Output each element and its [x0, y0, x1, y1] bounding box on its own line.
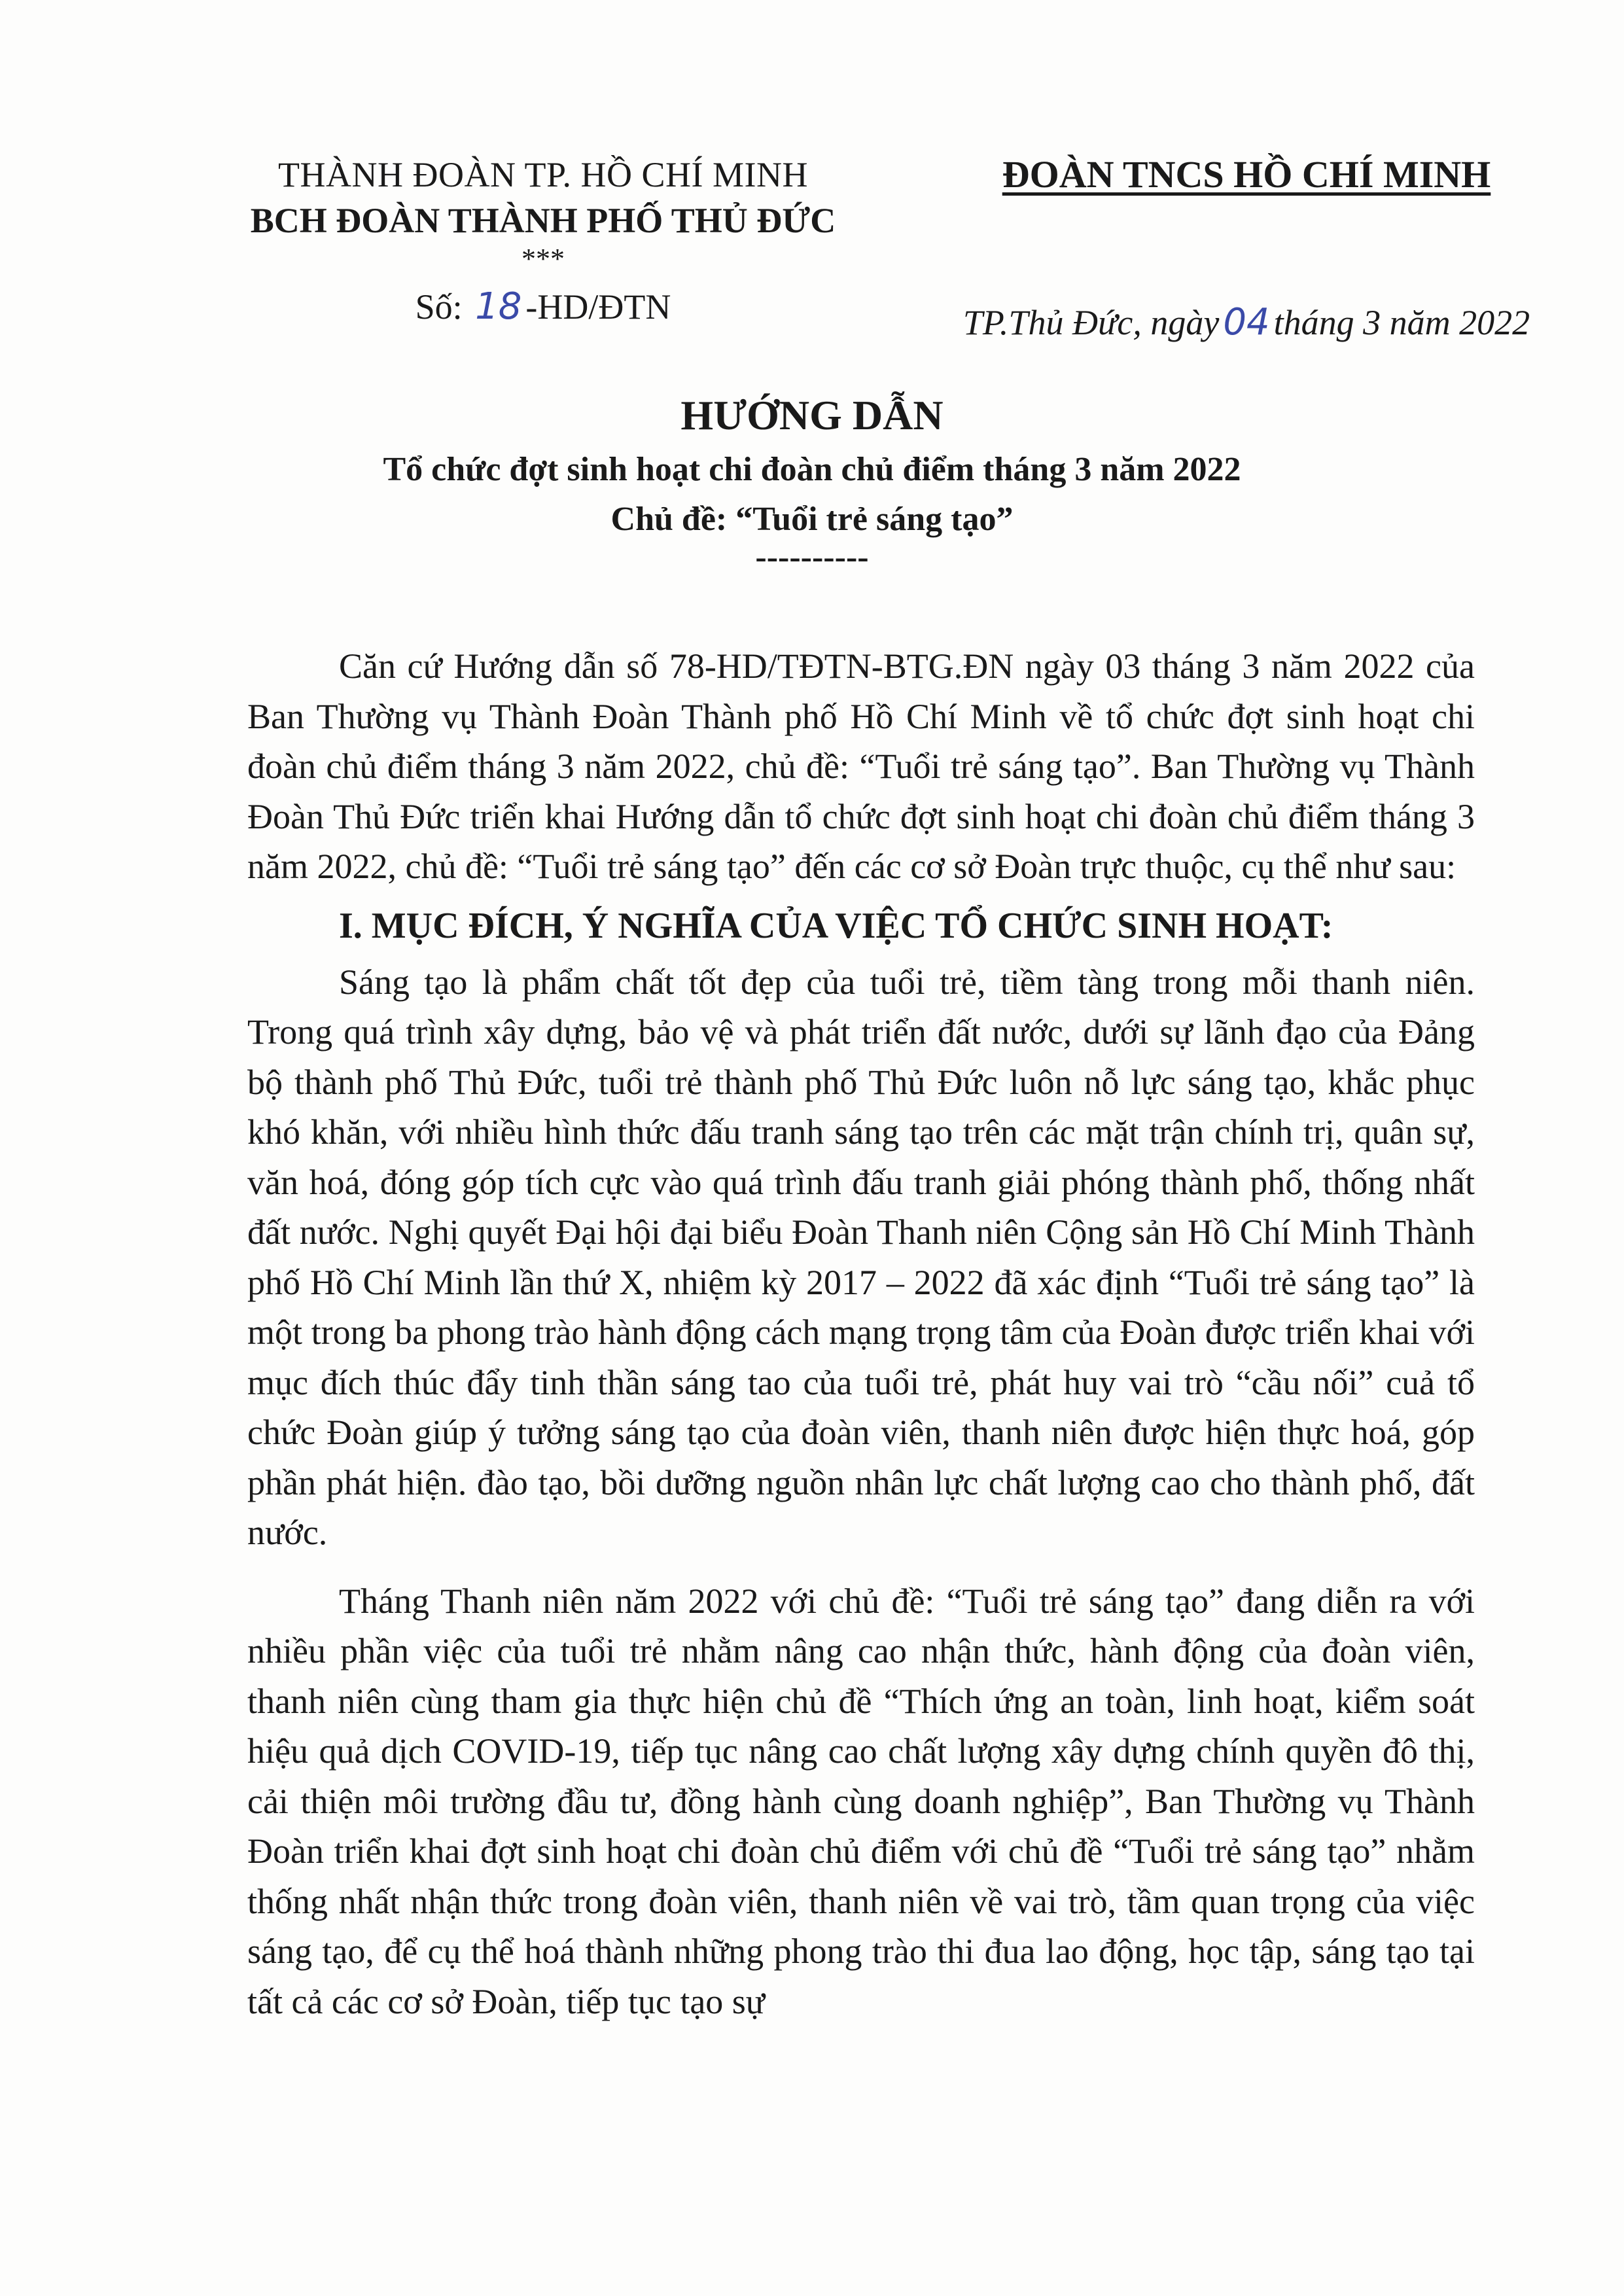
- intro-paragraph: Căn cứ Hướng dẫn số 78-HD/TĐTN-BTG.ĐN ngày 03 tháng 3 năm 2022 của Ban Thường vụ Thành Đoàn Thành phố Hồ Chí Minh về tổ chức đợt sinh hoạt chi đoàn chủ điểm tháng 3 năm 2022, chủ đề: “Tuổi trẻ sáng tạo”. Ban Thường vụ Thành Đoàn Thủ Đức triển khai Hướng dẫn tổ chức đợt sinh hoạt chi đoàn chủ điểm tháng 3 năm 2022, chủ đề: “Tuổi trẻ sáng tạo” đến các cơ sở Đoàn trực thuộc, cụ thể như sau:: [247, 646, 1475, 886]
- section-1-paragraph-2: Tháng Thanh niên năm 2022 với chủ đề: “Tuổi trẻ sáng tạo” đang diễn ra với nhiều phần việc của tuổi trẻ nhằm nâng cao nhận thức, hành động của đoàn viên, thanh niên cùng tham gia thực hiện chủ đề “Thích ứng an toàn, linh hoạt, kiểm soát hiệu quả dịch COVID-19, tiếp tục nâng cao chất lượng xây dựng chính quyền đô thị, cải thiện môi trường đầu tư, đồng hành cùng doanh nghiệp”, Ban Thường vụ Thành Đoàn triển khai đợt sinh hoạt chi đoàn chủ điểm với chủ đề “Tuổi trẻ sáng tạo” nhằm thống nhất nhận thức trong đoàn viên, thanh niên về vai trò, tầm quan trọng của việc sáng tạo, để cụ thể hoá thành những phong trào thi đua lao động, học tập, sáng tạo tại tất cả các cơ sở Đoàn, tiếp tục tạo sự: [247, 1581, 1475, 2021]
- date-day-handwritten: 04: [1223, 301, 1270, 344]
- document-theme: Chủ đề: “Tuổi trẻ sáng tạo”: [610, 501, 1014, 538]
- document-number-handwritten: 18: [475, 285, 522, 328]
- document-number: [216, 284, 870, 330]
- document-body: [247, 641, 1475, 2026]
- title-divider: ----------: [755, 539, 869, 576]
- section-1-heading: I. MỤC ĐÍCH, Ý NGHĨA CỦA VIỆC TỔ CHỨC SINH HOẠT:: [339, 905, 1333, 946]
- document-number-suffix: -HD/ĐTN: [525, 287, 671, 327]
- union-name: ĐOÀN TNCS HỒ CHÍ MINH: [1002, 153, 1491, 196]
- motto-block: [962, 152, 1531, 345]
- issuing-organization-block: [216, 152, 870, 330]
- document-title: HƯỚNG DẪN: [680, 392, 944, 438]
- date-suffix: tháng 3 năm 2022: [1273, 303, 1530, 342]
- document-title-block: [131, 386, 1493, 576]
- separator-stars: ***: [521, 243, 565, 275]
- document-number-prefix: Số:: [415, 287, 463, 327]
- document-subtitle: Tổ chức đợt sinh hoạt chi đoàn chủ điểm tháng 3 năm 2022: [383, 451, 1241, 488]
- date-prefix: TP.Thủ Đức, ngày: [962, 303, 1220, 342]
- document-date: [962, 300, 1531, 345]
- section-1-paragraph-1: Sáng tạo là phẩm chất tốt đẹp của tuổi trẻ, tiềm tàng trong mỗi thanh niên. Trong quá trình xây dựng, bảo vệ và phát triển đất nước, dưới sự lãnh đạo của Đảng bộ thành phố Thủ Đức, tuổi trẻ thành phố Thủ Đức luôn nỗ lực sáng tạo, khắc phục khó khăn, với nhiều hình thức đấu tranh sáng tạo trên các mặt trận chính trị, quân sự, văn hoá, đóng góp tích cực vào quá trình đấu tranh giải phóng thành phố, thống nhất đất nước. Nghị quyết Đại hội đại biểu Đoàn Thanh niên Cộng sản Hồ Chí Minh Thành phố Hồ Chí Minh lần thứ X, nhiệm kỳ 2017 – 2022 đã xác định “Tuổi trẻ sáng tạo” là một trong ba phong trào hành động cách mạng trọng tâm của Đoàn được triển khai với mục đích thúc đẩy tinh thần sáng tao của tuổi trẻ, phát huy vai trò “cầu nối” cuả tổ chức Đoàn giúp ý tưởng sáng tạo của đoàn viên, thanh niên được hiện thực hoá, góp phần phát hiện. đào tạo, bồi dưỡng nguồn nhân lực chất lượng cao cho thành phố, đất nước.: [247, 962, 1475, 1552]
- issuing-organization: BCH ĐOÀN THÀNH PHỐ THỦ ĐỨC: [250, 201, 836, 240]
- parent-organization: THÀNH ĐOÀN TP. HỒ CHÍ MINH: [277, 155, 808, 194]
